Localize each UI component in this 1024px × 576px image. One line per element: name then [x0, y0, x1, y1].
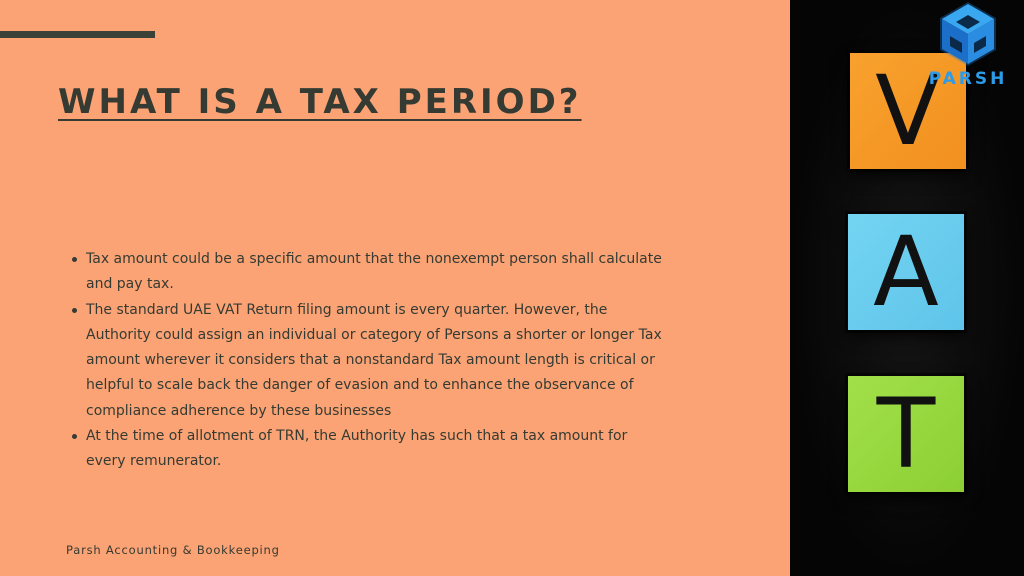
list-item: At the time of allotment of TRN, the Authority has such that a tax amount for every remunerator. [68, 424, 668, 475]
parsh-cube-logo-icon [936, 0, 1000, 68]
footer-text: Parsh Accounting & Bookkeeping [66, 543, 280, 557]
logo-text: PARSH [928, 69, 1008, 89]
page-title: WHAT IS A TAX PERIOD? [58, 82, 582, 122]
parsh-logo [920, 0, 1020, 92]
tile-v: V [850, 53, 966, 169]
list-item: Tax amount could be a specific amount that the nonexempt person shall calculate and pay tax. [68, 247, 668, 298]
tile-a: A [848, 214, 964, 330]
accent-bar [0, 31, 155, 38]
tile-t: T [848, 376, 964, 492]
list-item: The standard UAE VAT Return filing amount is every quarter. However, the Authority could assign an individual or category of Persons a shorter or longer Tax amount wherever it considers that a nonstandard Tax amount length is critical or helpful to scale back the danger of evasion and to enhance the observance of compliance adherence by these businesses [68, 298, 668, 424]
bullet-list [68, 247, 668, 475]
